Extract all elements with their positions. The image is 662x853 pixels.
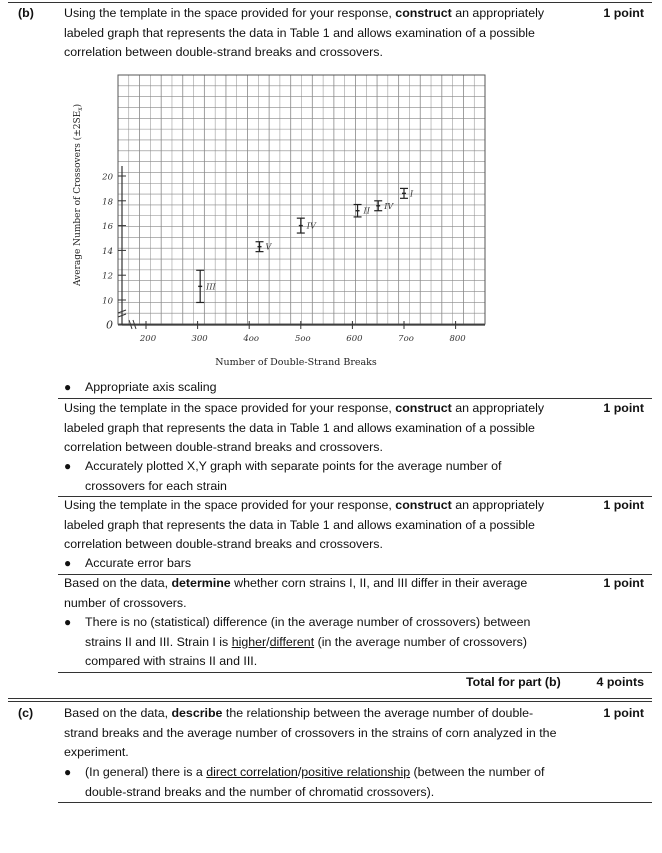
criterion-1-points: 1 point <box>603 401 644 415</box>
rule <box>58 672 652 673</box>
part-b-label: (b) <box>18 6 34 20</box>
strain-tag: III <box>206 282 216 292</box>
criterion-3-points: 1 point <box>603 576 644 590</box>
strain-tag: I <box>410 189 414 199</box>
part-b-prompt: Using the template in the space provided for your response, construct an appropriately labeled graph that represents the data in Table 1 and allows examination of a possible correlation between double-strand breaks and crossovers. <box>64 6 545 59</box>
x-tick-label: 600 <box>346 334 363 344</box>
x-tick-label: 200 <box>139 334 157 344</box>
strain-tag: V <box>265 242 272 252</box>
y-tick-label: 14 <box>102 246 113 257</box>
total-points: 4 points <box>596 675 644 689</box>
rule <box>8 698 652 699</box>
y-axis-label: Average Number of Crossovers $(\pm 2SE_x)$ <box>73 103 84 286</box>
bullet-relationship: ● (In general) there is a direct correlation/positive relationship (between the number of double-strand breaks and the number of chromatid crossovers). <box>64 765 545 799</box>
y-tick-label: 18 <box>102 197 113 208</box>
criterion-1-prompt: Using the template in the space provided for your response, construct an appropriately labeled graph that represents the data in Table 1 and allows examination of a possible correlation between double-strand breaks and crossovers. <box>64 401 545 454</box>
criterion-2-points: 1 point <box>603 498 644 512</box>
total-label: Total for part (b) <box>466 675 561 689</box>
x-tick-label: 7oo <box>398 334 414 344</box>
strain-tag: IV <box>306 221 316 231</box>
x-tick-label: 5oo <box>294 334 311 344</box>
top-rule <box>8 2 652 3</box>
bullet-plotted-graph: ● Accurately plotted X,Y graph with separate points for the average number of crossovers for each strain <box>64 459 502 493</box>
y-tick-label: 0 <box>106 318 113 332</box>
strain-tag: II <box>363 206 370 216</box>
graph-grid <box>118 75 485 324</box>
rule <box>58 802 652 803</box>
x-tick-label: 800 <box>449 334 466 344</box>
x-tick-label: 300 <box>191 334 208 344</box>
crossover-graph <box>60 66 540 376</box>
y-tick-label: 10 <box>102 296 113 307</box>
y-tick-label: 12 <box>102 271 113 282</box>
data-points <box>196 188 414 302</box>
part-c-points: 1 point <box>603 706 644 720</box>
part-c-label: (c) <box>18 706 34 720</box>
criterion-3-prompt: Based on the data, determine whether corn strains I, II, and III differ in their average number of crossovers. <box>64 576 528 610</box>
bullet-error-bars: ● Accurate error bars <box>64 556 192 570</box>
strain-tag: IV <box>384 201 394 211</box>
criterion-2-prompt: Using the template in the space provided for your response, construct an appropriately labeled graph that represents the data in Table 1 and allows examination of a possible correlation between double-strand breaks and crossovers. <box>64 498 545 551</box>
bullet-axis-scaling: ● Appropriate axis scaling <box>64 380 217 394</box>
x-tick-label: 4oo <box>243 334 260 344</box>
bullet-strain-difference: ● There is no (statistical) difference (in the average number of crossovers) between strains II and III. Strain I is higher/different (in the average number of crossovers) compared with strains II and III. <box>64 615 531 668</box>
part-b-points: 1 point <box>603 6 644 20</box>
part-c-prompt: Based on the data, describe the relationship between the average number of double-strand breaks and the average number of crossovers in the strains of corn analyzed in the experiment. <box>64 706 557 759</box>
x-axis-label: Number of Double-Strand Breaks <box>215 357 377 368</box>
y-tick-label: 16 <box>102 222 113 233</box>
y-tick-label: 20 <box>102 172 113 183</box>
rule <box>8 701 652 702</box>
